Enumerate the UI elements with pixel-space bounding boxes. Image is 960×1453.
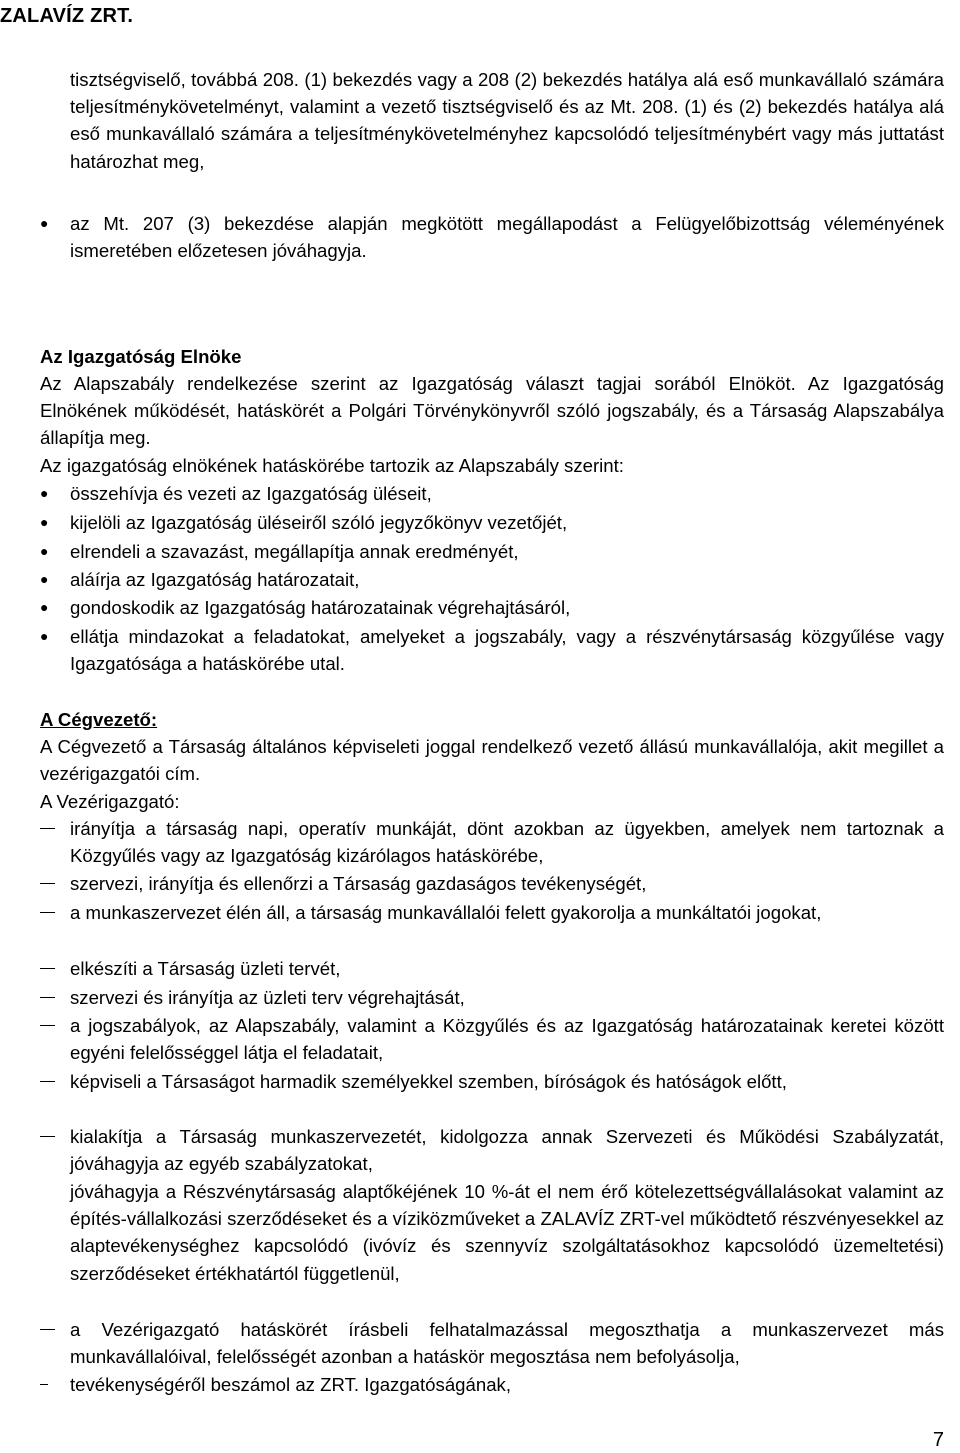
list-item-text: aláírja az Igazgatóság határozatait,	[70, 569, 360, 590]
list-item-text: jóváhagyja a Részvénytársaság alaptőkéjének 10 %-át el nem érő kötelezettségvállalásokat valamint az építés-vállalkozási szerződéseket és a víziközműveket a ZALAVÍZ ZRT-vel működtető részvényesekkel az alaptevékenységhez kapcsolódó (ivóvíz és szennyvíz szolgáltatásokhoz kapcsolódó üzemeltetési) szerződéseket értékhatártól függetlenül,	[70, 1181, 944, 1284]
continuation-paragraph: tisztségviselő, továbbá 208. (1) bekezdés vagy a 208 (2) bekezdés hatálya alá eső munkavállaló számára teljesítménykövetelményt, valamint a vezető tisztségviselő és az Mt. 208. (1) és (2) bekezdés hatálya alá eső munkavállaló számára a teljesítménykövetelményhez kapcsolódó teljesítménybért vagy más juttatást határozhat meg,	[70, 69, 944, 172]
list-item-text: elkészíti a Társaság üzleti tervét,	[70, 958, 341, 979]
list-item-text: elrendeli a szavazást, megállapítja annak eredményét,	[70, 541, 519, 562]
page-number: 7	[932, 1429, 944, 1451]
list-item-text: a jogszabályok, az Alapszabály, valamint a Közgyűlés és az Igazgatóság határozatainak keretei között egyéni felelősséggel látja el feladatait,	[70, 1015, 944, 1064]
list-item-text: képviseli a Társaságot harmadik személyekkel szemben, bíróságok és hatóságok előtt,	[70, 1071, 787, 1092]
list-item-text: ellátja mindazokat a feladatokat, amelyeket a jogszabály, vagy a részvénytársaság közgyűlése vagy Igazgatósága a hatáskörébe utal.	[70, 626, 944, 675]
list-item-text: a munkaszervezet élén áll, a társaság munkavállalói felett gyakorolja a munkáltatói jogokat,	[70, 902, 822, 923]
list-item	[40, 1068, 944, 1095]
chair-intro: Az igazgatóság elnökének hatáskörébe tartozik az Alapszabály szerint:	[40, 455, 624, 476]
list-item-text: kijelöli az Igazgatóság üléseiről szóló jegyzőkönyv vezetőjét,	[70, 512, 568, 533]
list-item-text: összehívja és vezeti az Igazgatóság üléseit,	[70, 483, 432, 504]
chair-paragraph: Az Alapszabály rendelkezése szerint az Igazgatóság választ tagjai sorából Elnököt. Az Igazgatóság Elnökének működését, hatáskörét a Polgári Törvénykönyvről szóló jogszabály, és a Társaság Alapszabálya állapítja meg.	[40, 373, 944, 449]
list-item	[40, 1123, 944, 1177]
dash-icon	[40, 955, 70, 982]
list-item	[40, 955, 944, 982]
ceo-subheading: A Vezérigazgató:	[40, 791, 180, 812]
list-item	[40, 870, 944, 897]
list-item	[40, 1178, 944, 1287]
section-heading-chair: Az Igazgatóság Elnöke	[40, 346, 242, 367]
list-item-text: a Vezérigazgató hatáskörét írásbeli felhatalmazással megoszthatja a munkaszervezet más munkavállalóival, felelősségét azonban a hatáskör megosztása nem befolyásolja,	[70, 1319, 944, 1368]
list-item	[40, 480, 944, 507]
list-item-text: kialakítja a Társaság munkaszervezetét, kidolgozza annak Szervezeti és Működési Szabályzatát, jóváhagyja az egyéb szabályzatokat,	[70, 1126, 944, 1175]
dash-icon	[40, 1123, 70, 1177]
list-item	[40, 594, 944, 621]
company-header: ZALAVÍZ ZRT.	[0, 5, 134, 27]
list-item	[40, 509, 944, 536]
bullet-icon: ●	[40, 628, 49, 644]
bullet-icon: ●	[40, 571, 49, 587]
bullet-icon: ●	[40, 514, 49, 530]
dash-icon	[40, 1068, 70, 1095]
dash-icon	[40, 1012, 70, 1066]
list-item	[40, 623, 944, 677]
bullet-icon: ●	[40, 599, 49, 615]
bullet-icon: ●	[40, 215, 49, 231]
list-item	[40, 1012, 944, 1066]
list-item	[40, 1371, 944, 1398]
list-item	[40, 1316, 944, 1370]
ceo-paragraph: A Cégvezető a Társaság általános képviseleti joggal rendelkező vezető állású munkavállalója, akit megillet a vezérigazgatói cím.	[40, 736, 944, 785]
list-item	[40, 815, 944, 869]
dash-icon	[40, 899, 70, 926]
dash-icon	[40, 984, 70, 1011]
dash-icon	[40, 1316, 70, 1370]
list-item	[40, 210, 944, 264]
dash-icon	[40, 1371, 70, 1398]
list-item-text: az Mt. 207 (3) bekezdése alapján megkötött megállapodást a Felügyelőbizottság véleményének ismeretében előzetesen jóváhagyja.	[70, 213, 944, 262]
bullet-icon: ●	[40, 485, 49, 501]
list-item	[40, 899, 944, 926]
bullet-icon: ●	[40, 543, 49, 559]
section-heading-ceo: A Cégvezető:	[40, 709, 158, 730]
list-item-text: tevékenységéről beszámol az ZRT. Igazgatóságának,	[70, 1374, 511, 1395]
list-item	[40, 984, 944, 1011]
list-item-text: irányítja a társaság napi, operatív munkáját, dönt azokban az ügyekben, amelyek nem tartoznak a Közgyűlés vagy az Igazgatóság kizárólagos hatáskörébe,	[70, 818, 944, 867]
dash-icon	[40, 1178, 70, 1287]
list-item-text: szervezi, irányítja és ellenőrzi a Társaság gazdaságos tevékenységét,	[70, 873, 647, 894]
dash-icon	[40, 815, 70, 869]
dash-icon	[40, 870, 70, 897]
list-item	[40, 566, 944, 593]
list-item-text: szervezi és irányítja az üzleti terv végrehajtását,	[70, 987, 465, 1008]
list-item-text: gondoskodik az Igazgatóság határozatainak végrehajtásáról,	[70, 597, 571, 618]
list-item	[40, 538, 944, 565]
